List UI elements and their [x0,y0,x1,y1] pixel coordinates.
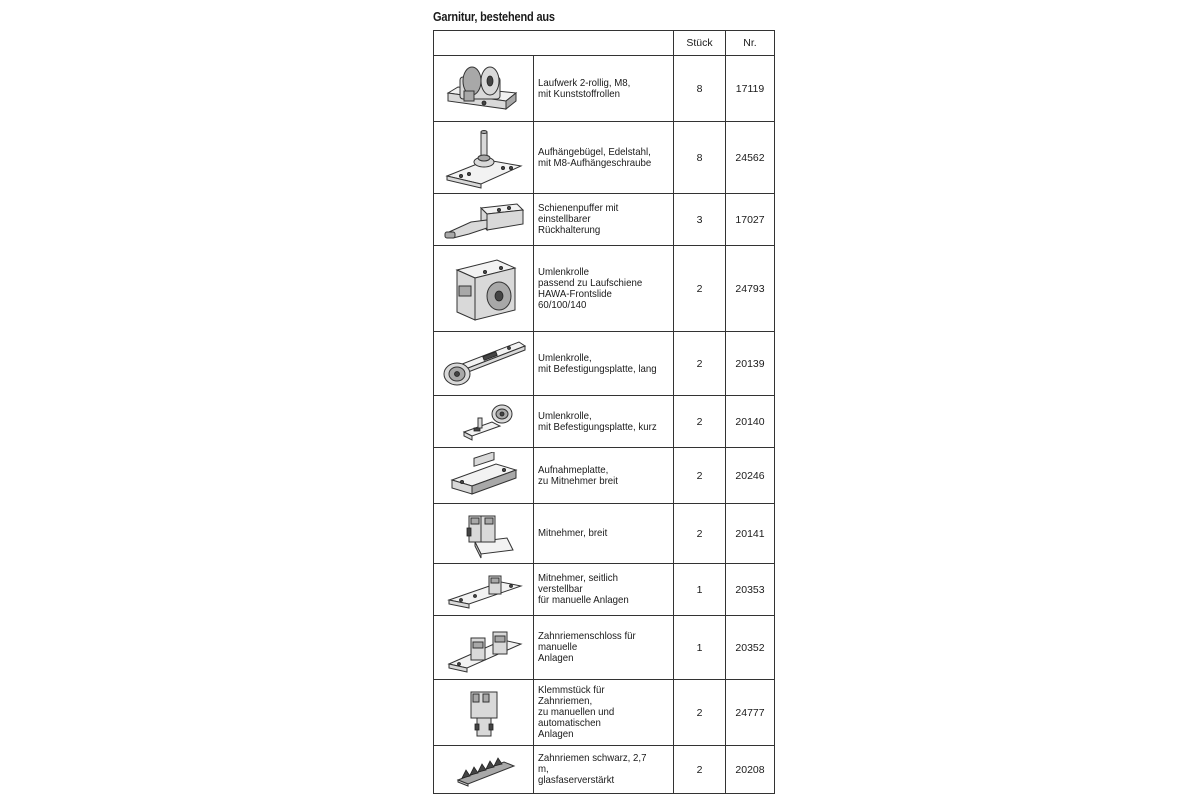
row-description: Umlenkrolle, mit Befestigungsplatte, kurz [534,396,674,448]
row-description: Zahnriemen schwarz, 2,7 m, glasfaserverstärkt [534,746,674,794]
roller-carriage-icon [434,56,534,122]
row-qty: 2 [674,448,726,504]
row-qty: 2 [674,680,726,746]
row-qty: 2 [674,396,726,448]
parts-table [433,30,775,794]
table-row [434,680,775,746]
row-nr: 17027 [726,194,775,246]
header-description [434,31,674,56]
suspension-bracket-icon [434,122,534,194]
row-nr: 20246 [726,448,775,504]
toothed-belt-icon [434,746,534,794]
table-row [434,564,775,616]
header-nr: Nr. [726,31,775,56]
table-row [434,122,775,194]
table-row [434,396,775,448]
belt-clamp-icon [434,680,534,746]
header-qty: Stück [674,31,726,56]
row-description: Umlenkrolle, mit Befestigungsplatte, lang [534,332,674,396]
row-nr: 24793 [726,246,775,332]
pulley-block-icon [434,246,534,332]
rail-buffer-icon [434,194,534,246]
row-description: Laufwerk 2-rollig, M8, mit Kunststoffrollen [534,56,674,122]
table-header-row [434,31,775,56]
row-qty: 1 [674,616,726,680]
row-description: Aufnahmeplatte, zu Mitnehmer breit [534,448,674,504]
row-qty: 2 [674,746,726,794]
mounting-plate-icon [434,448,534,504]
row-description: Zahnriemenschloss für manuelle Anlagen [534,616,674,680]
pulley-short-plate-icon [434,396,534,448]
table-row [434,246,775,332]
row-nr: 20208 [726,746,775,794]
row-qty: 2 [674,246,726,332]
row-description: Mitnehmer, breit [534,504,674,564]
row-nr: 20141 [726,504,775,564]
table-row [434,194,775,246]
table-heading: Garnitur, bestehend aus [433,10,555,24]
table-row [434,332,775,396]
row-qty: 3 [674,194,726,246]
table-row [434,448,775,504]
driver-adjustable-icon [434,564,534,616]
row-qty: 2 [674,504,726,564]
row-qty: 8 [674,122,726,194]
row-nr: 24562 [726,122,775,194]
row-description: Aufhängebügel, Edelstahl, mit M8-Aufhängeschraube [534,122,674,194]
row-description: Umlenkrolle passend zu Laufschiene HAWA-Frontslide 60/100/140 [534,246,674,332]
row-description: Mitnehmer, seitlich verstellbar für manuelle Anlagen [534,564,674,616]
row-qty: 1 [674,564,726,616]
row-nr: 20139 [726,332,775,396]
row-description: Schienenpuffer mit einstellbarer Rückhalterung [534,194,674,246]
table-row [434,56,775,122]
row-nr: 17119 [726,56,775,122]
row-nr: 20353 [726,564,775,616]
driver-wide-icon [434,504,534,564]
table-row [434,616,775,680]
row-nr: 20140 [726,396,775,448]
table-row [434,746,775,794]
row-nr: 20352 [726,616,775,680]
pulley-long-plate-icon [434,332,534,396]
row-qty: 2 [674,332,726,396]
row-nr: 24777 [726,680,775,746]
belt-lock-icon [434,616,534,680]
row-qty: 8 [674,56,726,122]
table-row [434,504,775,564]
row-description: Klemmstück für Zahnriemen, zu manuellen und automatischen Anlagen [534,680,674,746]
